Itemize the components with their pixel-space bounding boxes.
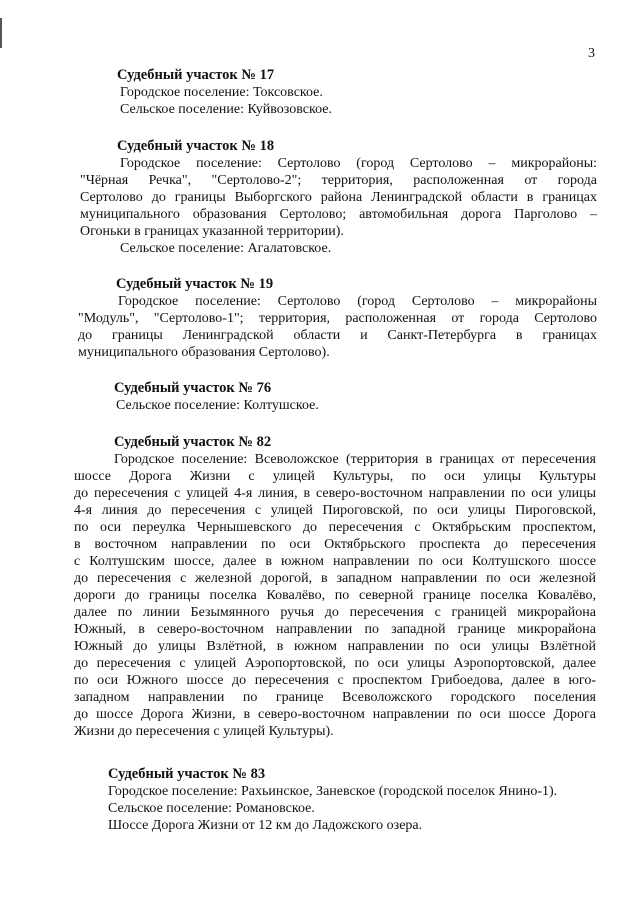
section-court-76	[76, 379, 596, 414]
text-line: Городское поселение: Всеволожское (территория в границах от пересечения	[114, 452, 596, 467]
text-line: Городское поселение: Сертолово (город Сертолово – микрорайоны	[118, 294, 597, 309]
text-line: Городское поселение: Сертолово (город Сертолово – микрорайоны:	[120, 156, 597, 171]
page-number: 3	[588, 46, 595, 61]
text-line: "Модуль", "Сертолово-1"; территория, расположенная от города Сертолово	[78, 311, 597, 326]
text-line: Жизни до пересечения с улицей Культуры).	[74, 724, 334, 739]
text-line: до пересечения с железной дорогой, в западном направлении по оси железной	[74, 571, 596, 586]
text-line: муниципального образования Сертолово).	[78, 345, 330, 360]
section-heading: Судебный участок № 83	[108, 766, 266, 782]
section-court-19	[78, 275, 597, 361]
text-line: западном направлении по границе Всеволожского городского поселения	[74, 690, 596, 705]
text-line: Городское поселение: Рахьинское, Заневское (городской поселок Янино-1).	[108, 784, 558, 799]
text-line: Городское поселение: Токсовское.	[120, 85, 323, 100]
text-line: с Колтушским шоссе, далее в южном направлении по оси Колтушского шоссе	[74, 554, 596, 569]
text-line: далее по линии Безымянного ручья до пересечения с границей микрорайона	[74, 605, 596, 620]
scan-edge-mark	[0, 18, 2, 48]
section-court-83	[68, 765, 596, 834]
text-line: Сельское поселение: Романовское.	[108, 801, 315, 816]
text-line: Сельское поселение: Агалатовское.	[120, 241, 332, 256]
section-heading: Судебный участок № 17	[117, 67, 275, 83]
section-heading: Судебный участок № 18	[117, 138, 275, 154]
section-heading: Судебный участок № 82	[114, 434, 272, 450]
section-court-18	[80, 137, 597, 257]
text-line: в восточном направлении по оси Октябрьского проспекта до пересечения	[74, 537, 596, 552]
text-line: шоссе Дорога Жизни с улицей Культуры, по оси улицы Культуры	[74, 469, 596, 484]
text-line: до границы Ленинградской области и Санкт-Петербурга в границах	[78, 328, 597, 343]
text-line: "Чёрная Речка", "Сертолово-2"; территория, расположенная от города	[80, 173, 597, 188]
section-court-17	[80, 66, 600, 118]
text-line: муниципального образования Сертолово; автомобильная дорога Парголово –	[80, 207, 597, 222]
text-line: до шоссе Дорога Жизни, в северо-восточном направлении по оси шоссе Дорога	[74, 707, 596, 722]
text-line: Сертолово до границы Выборгского района Ленинградской области в границах	[80, 190, 597, 205]
text-line: Сельское поселение: Колтушское.	[116, 398, 319, 413]
section-heading: Судебный участок № 19	[116, 276, 274, 292]
text-line: Южный до улицы Взлётной, в южном направлении по оси улицы Взлётной	[74, 639, 596, 654]
text-line: до пересечения с улицей Аэропортовской, по оси улицы Аэропортовской, далее	[74, 656, 596, 671]
text-line: Южный, в северо-восточном направлении по западной границе микрорайона	[74, 622, 596, 637]
text-line: до пересечения с улицей 4-я линия, в северо-восточном направлении по оси улицы	[74, 486, 596, 501]
text-line: по оси Южного шоссе до пересечения с проспектом Грибоедова, далее в юго-	[74, 673, 596, 688]
text-line: по оси переулка Чернышевского до пересечения с Октябрьским проспектом,	[74, 520, 596, 535]
text-line: Огоньки в границах указанной территории).	[80, 224, 344, 239]
section-court-82	[74, 433, 596, 740]
text-line: Сельское поселение: Куйвозовское.	[120, 102, 332, 117]
text-line: Шоссе Дорога Жизни от 12 км до Ладожского озера.	[108, 818, 423, 833]
section-heading: Судебный участок № 76	[114, 380, 272, 396]
text-line: 4-я линия до пересечения с улицей Пироговской, по оси улицы Пироговской,	[74, 503, 596, 518]
text-line: дороги до границы поселка Ковалёво, по северной границе поселка Ковалёво,	[74, 588, 596, 603]
